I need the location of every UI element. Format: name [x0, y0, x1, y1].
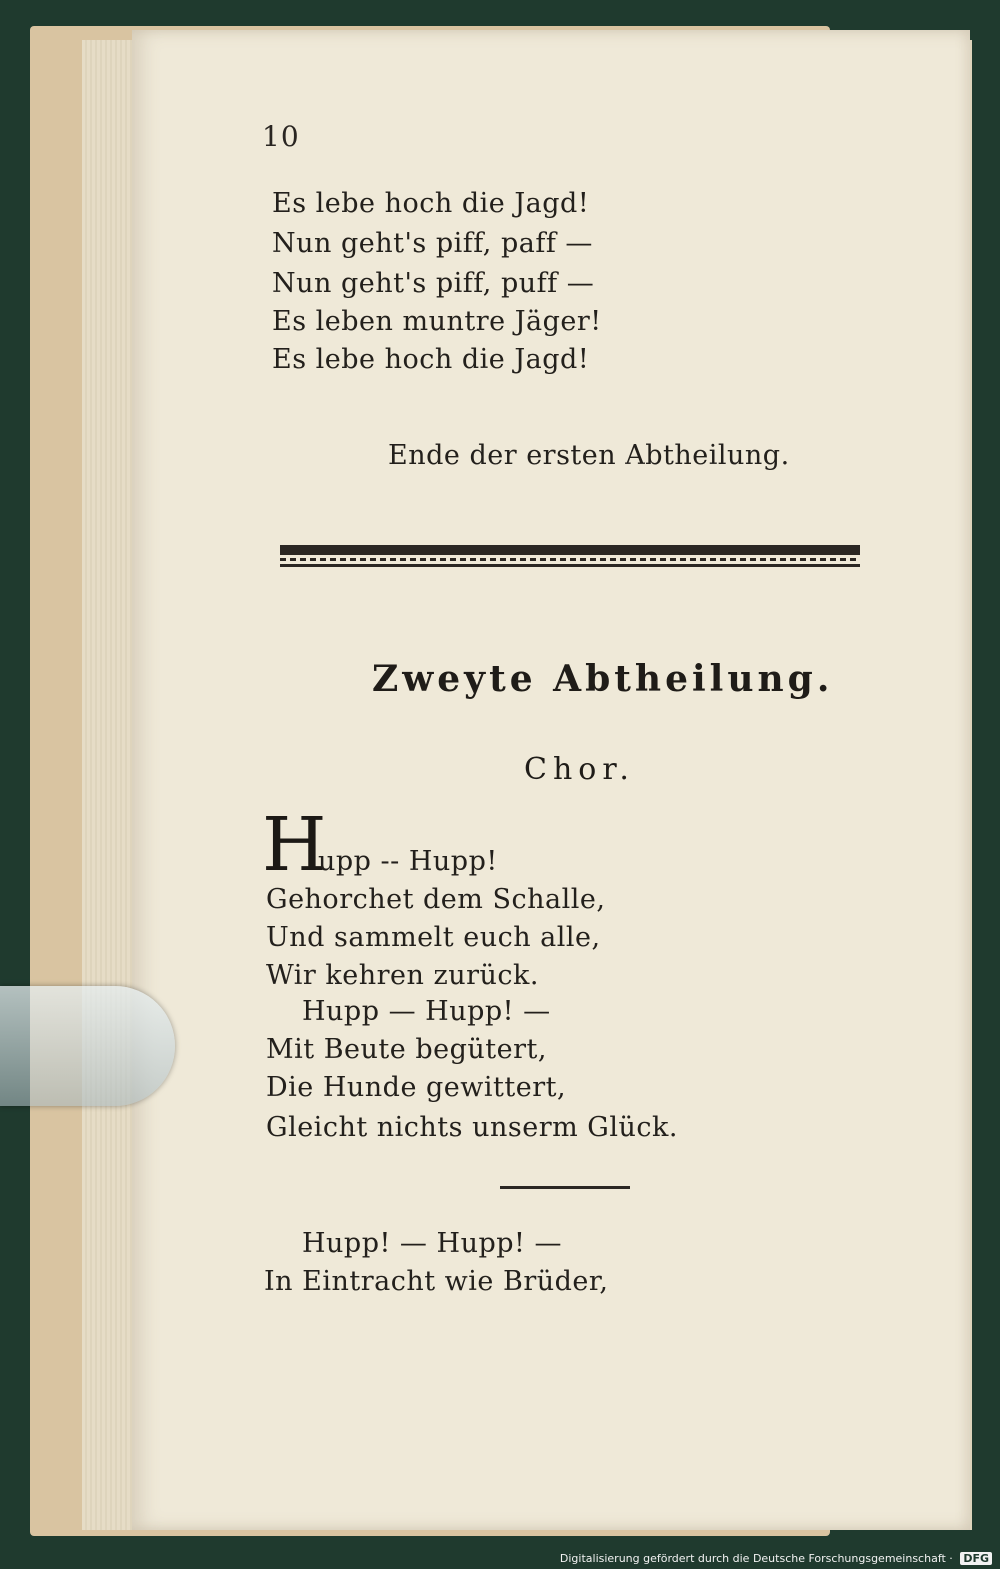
- drop-cap: H: [262, 802, 327, 888]
- chorus-line: Die Hunde gewittert,: [266, 1072, 567, 1103]
- verse-line: Hupp! — Hupp! —: [302, 1228, 562, 1259]
- verse-line: Es leben muntre Jäger!: [272, 306, 602, 337]
- chorus-line: Und sammelt euch alle,: [266, 922, 601, 953]
- chorus-line: upp -- Hupp!: [318, 846, 498, 877]
- verse-line: Nun geht's piff, paff —: [272, 228, 593, 259]
- section-divider-thin: [280, 564, 860, 567]
- verse-line: In Eintracht wie Brüder,: [264, 1266, 609, 1297]
- footer-text: Digitalisierung gefördert durch die Deutsche Forschungsgemeinschaft ·: [559, 1552, 953, 1565]
- chorus-line: Gleicht nichts unserm Glück.: [266, 1112, 678, 1143]
- chorus-line: Gehorchet dem Schalle,: [266, 884, 606, 915]
- verse-line: Es lebe hoch die Jagd!: [272, 188, 590, 219]
- footer-credit: [560, 1552, 992, 1565]
- chorus-line: Mit Beute begütert,: [266, 1034, 547, 1065]
- stanza-divider: [500, 1186, 630, 1189]
- page-number: 10: [262, 120, 300, 153]
- dfg-logo: DFG: [960, 1552, 992, 1565]
- chorus-line: Wir kehren zurück.: [266, 960, 539, 991]
- section-end-note: Ende der ersten Abtheilung.: [388, 440, 790, 471]
- glass-weight: [0, 986, 175, 1106]
- verse-line: Es lebe hoch die Jagd!: [272, 344, 590, 375]
- chorus-line: Hupp — Hupp! —: [302, 996, 551, 1027]
- section-title: Zweyte Abtheilung.: [372, 658, 834, 700]
- section-divider-ornament: [280, 558, 860, 561]
- section-divider: [280, 545, 860, 555]
- chorus-label: Chor.: [524, 752, 635, 787]
- verse-line: Nun geht's piff, puff —: [272, 268, 595, 299]
